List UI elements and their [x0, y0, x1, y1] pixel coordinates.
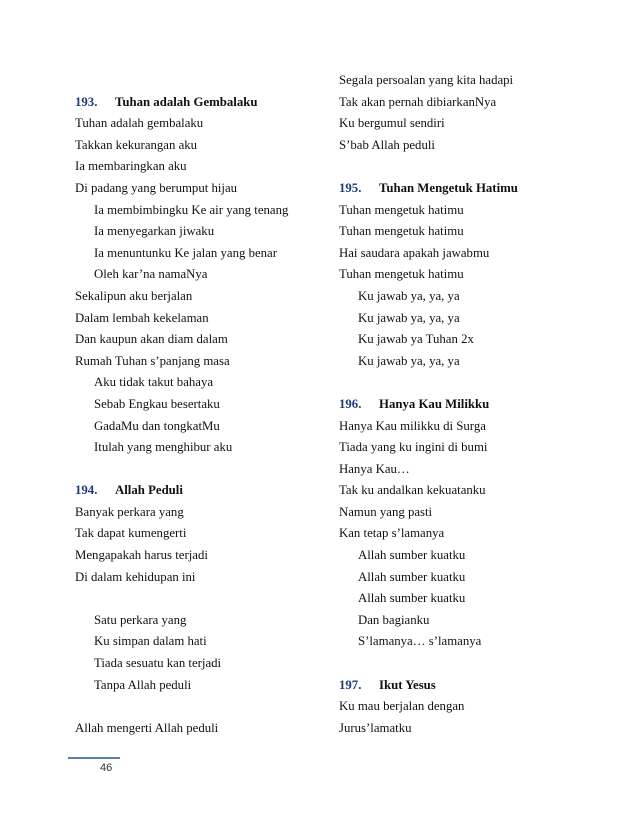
lyric-line: Banyak perkara yang — [75, 504, 184, 519]
hymn-number: 193. — [75, 94, 98, 109]
lyric-line: Dan kaupun akan diam dalam — [75, 332, 228, 347]
hymn-title — [339, 394, 609, 416]
lyric-line: Kan tetap s’lamanya — [339, 526, 445, 541]
lyric-line-indented: Tiada sesuatu kan terjadi — [94, 656, 222, 671]
blank-line — [75, 70, 345, 92]
lyric-line: Ku bergumul sendiri — [339, 116, 445, 131]
lyric-line: S’bab Allah peduli — [339, 137, 435, 152]
hymn-title — [339, 675, 609, 697]
lyric-line-indented: Satu perkara yang — [94, 612, 187, 627]
lyric-line: Mengapakah harus terjadi — [75, 548, 208, 563]
lyric-line: Tuhan mengetuk hatimu — [339, 202, 464, 217]
hymn-title — [339, 178, 609, 200]
lyric-line-indented: Ia menuntunku Ke jalan yang benar — [94, 245, 277, 260]
lyric-line: Sekalipun aku berjalan — [75, 288, 193, 303]
lyric-line-indented: Dan bagianku — [358, 612, 430, 627]
lyric-line-indented: Allah sumber kuatku — [358, 591, 466, 606]
lyric-line: Allah mengerti Allah peduli — [75, 720, 219, 735]
right-column — [339, 70, 609, 739]
hymn-title-text: Tuhan adalah Gembalaku — [115, 94, 258, 109]
lyric-line-indented: GadaMu dan tongkatMu — [94, 418, 220, 433]
lyric-line-indented: Tanpa Allah peduli — [94, 677, 192, 692]
lyric-line: Tak akan pernah dibiarkanNya — [339, 94, 497, 109]
lyric-line-indented: Allah sumber kuatku — [358, 548, 466, 563]
lyric-line-indented: Allah sumber kuatku — [358, 569, 466, 584]
hymn-number: 195. — [339, 180, 362, 195]
lyric-line: Dalam lembah kekelaman — [75, 310, 209, 325]
lyric-line: Jurus’lamatku — [339, 720, 412, 735]
lyric-line: Di padang yang berumput hijau — [75, 180, 238, 195]
hymn-title-text: Ikut Yesus — [379, 677, 436, 692]
lyric-line-indented: Aku tidak takut bahaya — [94, 375, 214, 390]
lyric-line-indented: Ku jawab ya, ya, ya — [358, 288, 460, 303]
hymn-number: 196. — [339, 396, 362, 411]
lyric-line: Takkan kekurangan aku — [75, 137, 198, 152]
lyric-line-indented: Ku jawab ya Tuhan 2x — [358, 332, 474, 347]
lyric-line: Rumah Tuhan s’panjang masa — [75, 353, 230, 368]
lyric-line: Hai saudara apakah jawabmu — [339, 245, 490, 260]
hymn-number: 197. — [339, 677, 362, 692]
blank-line — [75, 459, 345, 481]
lyric-line-indented: Ku jawab ya, ya, ya — [358, 353, 460, 368]
lyric-line: Tak dapat kumengerti — [75, 526, 187, 541]
blank-line — [339, 653, 609, 675]
hymn-title — [75, 480, 345, 502]
lyric-line: Tak ku andalkan kekuatanku — [339, 483, 486, 498]
blank-line — [339, 372, 609, 394]
blank-line — [339, 156, 609, 178]
lyric-line: Di dalam kehidupan ini — [75, 569, 196, 584]
hymn-title-text: Tuhan Mengetuk Hatimu — [379, 180, 518, 195]
lyric-line: Hanya Kau milikku di Surga — [339, 418, 486, 433]
hymn-title-text: Allah Peduli — [115, 483, 183, 498]
lyric-line-indented: Ku jawab ya, ya, ya — [358, 310, 460, 325]
lyric-line-indented: S’lamanya… s’lamanya — [358, 634, 482, 649]
hymn-number: 194. — [75, 483, 98, 498]
hymn-title — [75, 92, 345, 114]
lyric-line-indented: Sebab Engkau besertaku — [94, 396, 220, 411]
lyric-line: Tuhan mengetuk hatimu — [339, 267, 464, 282]
page-number: 46 — [100, 762, 113, 774]
lyric-line-indented: Itulah yang menghibur aku — [94, 440, 233, 455]
blank-line — [75, 696, 345, 718]
lyric-line-indented: Ia menyegarkan jiwaku — [94, 224, 215, 239]
lyric-line: Hanya Kau… — [339, 461, 410, 476]
blank-line — [75, 588, 345, 610]
lyric-line: Tiada yang ku ingini di bumi — [339, 440, 488, 455]
lyric-line-indented: Ia membimbingku Ke air yang tenang — [94, 202, 289, 217]
lyric-line: Ku mau berjalan dengan — [339, 699, 465, 714]
lyric-line: Namun yang pasti — [339, 504, 433, 519]
lyric-line: Ia membaringkan aku — [75, 159, 187, 174]
lyric-line-indented: Ku simpan dalam hati — [94, 634, 207, 649]
footer-rule — [68, 757, 120, 759]
lyric-line-indented: Oleh kar’na namaNya — [94, 267, 208, 282]
lyric-line: Segala persoalan yang kita hadapi — [339, 73, 514, 87]
lyric-line: Tuhan mengetuk hatimu — [339, 224, 464, 239]
lyric-line: Tuhan adalah gembalaku — [75, 116, 204, 131]
left-column — [75, 70, 345, 739]
hymn-title-text: Hanya Kau Milikku — [379, 396, 490, 411]
